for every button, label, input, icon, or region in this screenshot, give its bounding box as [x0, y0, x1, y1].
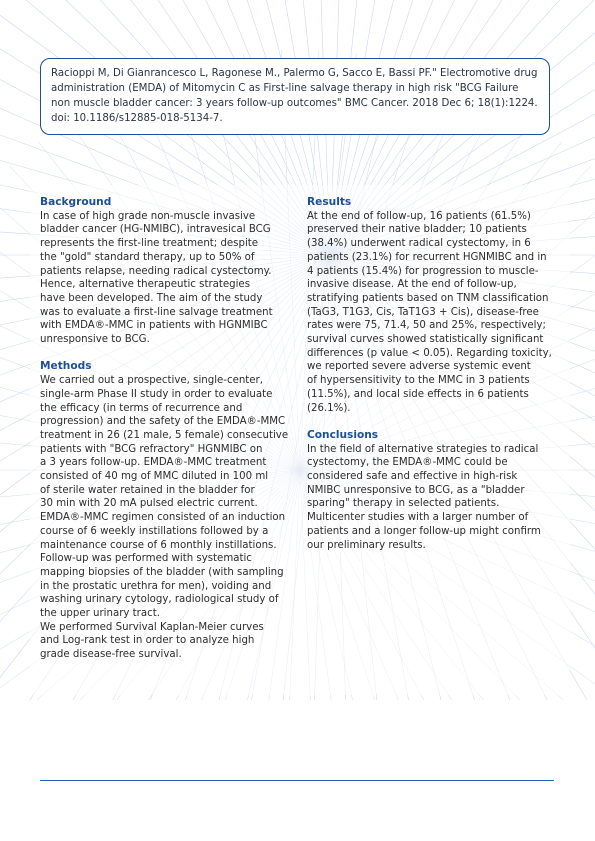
text-line: Multicenter studies with a larger number of [307, 512, 529, 524]
results-section [307, 196, 559, 415]
text-line: patients and a longer follow-up might confirm [307, 525, 541, 537]
text-line: in the prostatic urethra for men), voiding and [40, 580, 272, 592]
text-line: consisted of 40 mg of MMC diluted in 100 ml [40, 471, 269, 483]
text-line: washing urinary cytology, radiological study of [40, 594, 279, 606]
text-line: preserved their native bladder; 10 patients [307, 224, 527, 236]
text-line: considered safe and effective in high-risk [307, 471, 518, 483]
text-line: 30 min with 20 mA pulsed electric current. [40, 498, 258, 510]
bottom-rule [40, 780, 554, 781]
text-line: cystectomy, the EMDA®-MMC could be [307, 457, 508, 469]
text-line: the upper urinary tract. [40, 608, 160, 620]
text-line: invasive disease. At the end of follow-up, [307, 279, 517, 291]
citation-line: administration (EMDA) of Mitomycin C as First-line salvage therapy in high risk "BCG Failure [51, 83, 519, 94]
citation-line: doi: 10.1186/s12885-018-5134-7. [51, 113, 223, 124]
text-line: of hypersensitivity to the MMC in 3 patients [307, 375, 530, 387]
text-line: rates were 75, 71.4, 50 and 25%, respectively; [307, 320, 546, 332]
text-line: Follow-up was performed with systematic [40, 553, 252, 565]
conclusions-heading: Conclusions [307, 428, 379, 441]
text-line: sparing" therapy in selected patients. [307, 498, 500, 510]
text-line: and Log-rank test in order to analyze high [40, 635, 255, 647]
background-heading: Background [40, 196, 112, 208]
citation-box [40, 58, 550, 135]
text-line: In case of high grade non-muscle invasive [40, 210, 256, 222]
results-heading: Results [307, 196, 352, 208]
text-line: patients with "BCG refractory" HGNMIBC on [40, 443, 263, 455]
methods-heading: Methods [40, 360, 92, 373]
text-line: (TaG3, T1G3, Cis, TaT1G3 + Cis), disease-free [307, 306, 539, 318]
text-line: progression) and the safety of the EMDA®-MMC [40, 416, 286, 428]
text-line: treatment in 26 (21 male, 5 female) consecutive [40, 429, 289, 441]
text-line: unresponsive to BCG. [40, 334, 150, 346]
text-line: the "gold" standard therapy, up to 50% of [40, 251, 255, 263]
text-line: course of 6 weekly instillations followed by a [40, 525, 269, 537]
text-line: We carried out a prospective, single-center, [40, 375, 263, 387]
conclusions-section [307, 429, 559, 552]
text-line: (38.4%) underwent radical cystectomy, in 6 [307, 238, 531, 250]
text-line: with EMDA®-MMC in patients with HGNMIBC [40, 320, 268, 332]
background-text [40, 210, 302, 347]
text-line: a 3 years follow-up. EMDA®-MMC treatment [40, 457, 267, 469]
text-line: In the field of alternative strategies to radical [307, 443, 539, 455]
text-line: survival curves showed statistically significant [307, 334, 544, 346]
text-line: was to evaluate a first-line salvage treatment [40, 306, 273, 318]
left-column [40, 196, 302, 662]
background-section [40, 196, 302, 347]
results-text [307, 210, 559, 416]
text-line: NMIBC unresponsive to BCG, as a "bladder [307, 484, 525, 496]
text-line: stratifying patients based on TNM classification [307, 292, 549, 304]
text-line: single-arm Phase II study in order to evaluate [40, 388, 273, 400]
text-line: (11.5%), and local side effects in 6 patients [307, 388, 529, 400]
text-line: patients (23.1%) for recurrent HGNMIBC and in [307, 251, 547, 263]
text-line: grade disease-free survival. [40, 649, 182, 661]
text-line: have been developed. The aim of the study [40, 292, 263, 304]
text-line: At the end of follow-up, 16 patients (61.5%) [307, 210, 531, 222]
text-line: the efficacy (in terms of recurrence and [40, 402, 243, 414]
text-line: We performed Survival Kaplan-Meier curves [40, 621, 264, 633]
methods-text [40, 374, 302, 662]
text-line: represents the first-line treatment; despite [40, 238, 259, 250]
text-line: we reported severe adverse systemic event [307, 361, 531, 373]
conclusions-text [307, 443, 559, 553]
citation-line: non muscle bladder cancer: 3 years follow-up outcomes" BMC Cancer. 2018 Dec 6; 18(1):1224. [51, 98, 538, 109]
text-line: patients relapse, needing radical cystectomy. [40, 265, 272, 277]
text-line: maintenance course of 6 monthly instillations. [40, 539, 277, 551]
text-line: (26.1%). [307, 402, 351, 414]
text-line: mapping biopsies of the bladder (with sampling [40, 566, 284, 578]
methods-section [40, 360, 302, 661]
text-line: bladder cancer (HG-NMIBC), intravesical BCG [40, 224, 271, 236]
text-line: our preliminary results. [307, 539, 426, 551]
citation-line: Racioppi M, Di Gianrancesco L, Ragonese M., Palermo G, Sacco E, Bassi PF." Electromotive drug [51, 68, 538, 79]
text-line: Hence, alternative therapeutic strategies [40, 279, 251, 291]
text-line: EMDA®-MMC regimen consisted of an induction [40, 512, 286, 524]
text-line: 4 patients (15.4%) for progression to muscle- [307, 265, 539, 277]
right-column [307, 196, 559, 552]
text-line: of sterile water retained in the bladder for [40, 484, 255, 496]
text-line: differences (p value < 0.05). Regarding toxicity, [307, 347, 552, 359]
